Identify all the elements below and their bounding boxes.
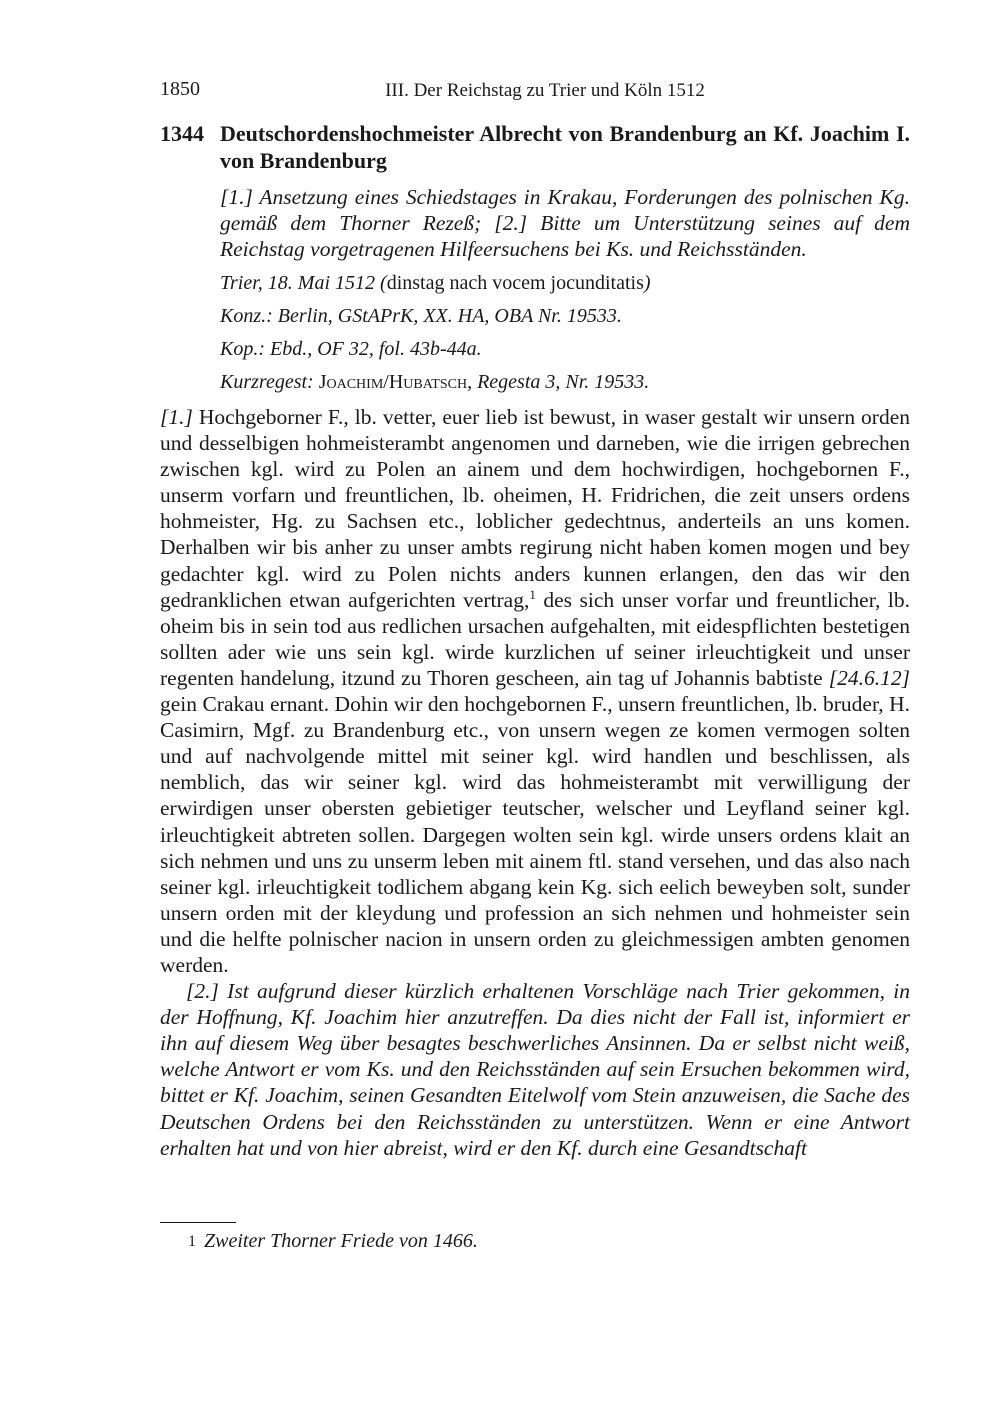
kurzregest-label: Kurzregest: xyxy=(220,371,314,393)
paragraph-1-text-b: des sich unser vorfar und freuntlicher, lb. oheim bis in sein tod aus redlichen ursachen aufgehalten, mit eidespflichten bestetigen sollten ader wie uns sein kgl. wirde kurzlichen uf seiner irleuchtigkeit und unser regenten handelung, itzund zu Thoren gescheen, ain tag uf Johannis babtiste xyxy=(160,587,910,690)
running-head: III. Der Reichstag zu Trier und Köln 1512 xyxy=(385,80,705,101)
kopie-line: Kop.: Ebd., OF 32, fol. 43b-44a. xyxy=(220,338,482,360)
body-text xyxy=(160,404,910,1161)
kurzregest-ref: , Regesta 3, Nr. 19533. xyxy=(467,371,650,393)
konzept-line: Konz.: Berlin, GStAPrK, XX. HA, OBA Nr. 19533. xyxy=(220,305,622,327)
page xyxy=(160,78,910,1161)
paragraph-1-text-a: Hochgeborner F., lb. vetter, euer lieb ist bewust, in waser gestalt wir unsern orden und desselbigen hohmeisterambt angenomen und darneben, wie die irrigen gebrechen zwischen kgl. wird zu Polen an ainem und dem hochwirdigen, hochgebornen F., unserm vorfarn und freuntlichen, lb. oheimen, H. Fridrichen, die zeit unsers ordens hohmeister, Hg. zu Sachsen etc., loblicher gedechtnus, anderteils an uns komen. Derhalben wir bis anher zu unser ambts regirung nicht haben komen mogen und bey gedachter kgl. wird zu Polen nichts anders kunnen erlangen, den das wir den gedranklichen etwan aufgerichten vertrag, xyxy=(160,405,911,612)
document-heading xyxy=(160,120,910,174)
paragraph-2: [2.] Ist aufgrund dieser kürzlich erhaltenen Vorschläge nach Trier gekommen, in der Hoffnung, Kf. Joachim hier anzutreffen. Da dies nicht der Fall ist, informiert er ihn auf diesem Weg über besagtes beschwerliches Ansinnen. Da er selbst nicht weiß, welche Antwort er vom Ks. und den Reichsständen auf sein Ersuchen bekommen wird, bittet er Kf. Joachim, seinen Gesandten Eitelwolf vom Stein anzuweisen, die Sache des Deutschen Ordens bei den Reichsständen zu unterstützen. Wenn er eine Antwort erhalten hat und von hier abreist, wird er den Kf. durch eine Gesandtschaft xyxy=(160,979,910,1160)
paragraph-1-text-c: gein Crakau ernant. Dohin wir den hochgebornen F., unsern freuntlichen, lb. bruder, H. Casimirn, Mgf. zu Brandenburg etc., von unsern wegen ze komen vermogen solten und auf nachvolgende mittel mit seiner kgl. wird handlen und beschlissen, als nemblich, das wir seiner kgl. wird das hohmeisterambt mit verwilligung der erwirdigen unser obersten gebietiger teutscher, welscher und Leyfland seiner kgl. irleuchtigkeit abtreten sollen. Dargegen wolten sein kgl. wirde unsers ordens klait an sich nehmen und uns zu unserm leben mit ainem ftl. stand versehen, und das also nach seiner kgl. irleuchtigkeit todlichem abgang kein Kg. sich eelich beweyben solt, sunder unsern orden mit der kleydung und profession an sich nehmen und hohmeister sein und die helfte polnischer nacion in unsern orden zu gleichmessigen ambten genomen werden. xyxy=(160,692,910,977)
kurzregest-author: Joachim/Hubatsch xyxy=(318,371,468,393)
page-number: 1850 xyxy=(160,78,200,100)
page-header xyxy=(160,78,910,108)
paragraph-marker-1: [1.] xyxy=(160,405,193,429)
date-original: dinstag nach vocem jocunditatis xyxy=(386,272,644,294)
footnote-text: Zweiter Thorner Friede von 1466. xyxy=(204,1230,478,1252)
date-annotation: [24.6.12] xyxy=(828,665,910,690)
paragraph-1 xyxy=(160,404,910,978)
document-number: 1344 xyxy=(160,121,204,146)
document-title: Deutschordenshochmeister Albrecht von Brandenburg an Kf. Joachim I. von Brandenburg xyxy=(220,121,910,173)
date-line xyxy=(220,271,910,295)
date-place: Trier, 18. Mai 1512 ( xyxy=(220,272,387,294)
regest: [1.] Ansetzung eines Schiedstages in Krakau, Forderungen des polnischen Kg. gemäß dem Thorner Rezeß; [2.] Bitte um Unterstützung seines auf dem Reichstag vorgetragenen Hilfeersuchens bei Ks. und Reichsständen. xyxy=(220,185,910,261)
date-close: ) xyxy=(643,272,651,294)
footnote-divider xyxy=(160,1222,236,1223)
footnote-1 xyxy=(188,1228,478,1255)
document-metadata xyxy=(220,184,910,394)
footnote-reference[interactable]: 1 xyxy=(529,586,536,602)
kurzregest-line xyxy=(220,370,910,394)
footnote-number: 1 xyxy=(188,1233,196,1250)
